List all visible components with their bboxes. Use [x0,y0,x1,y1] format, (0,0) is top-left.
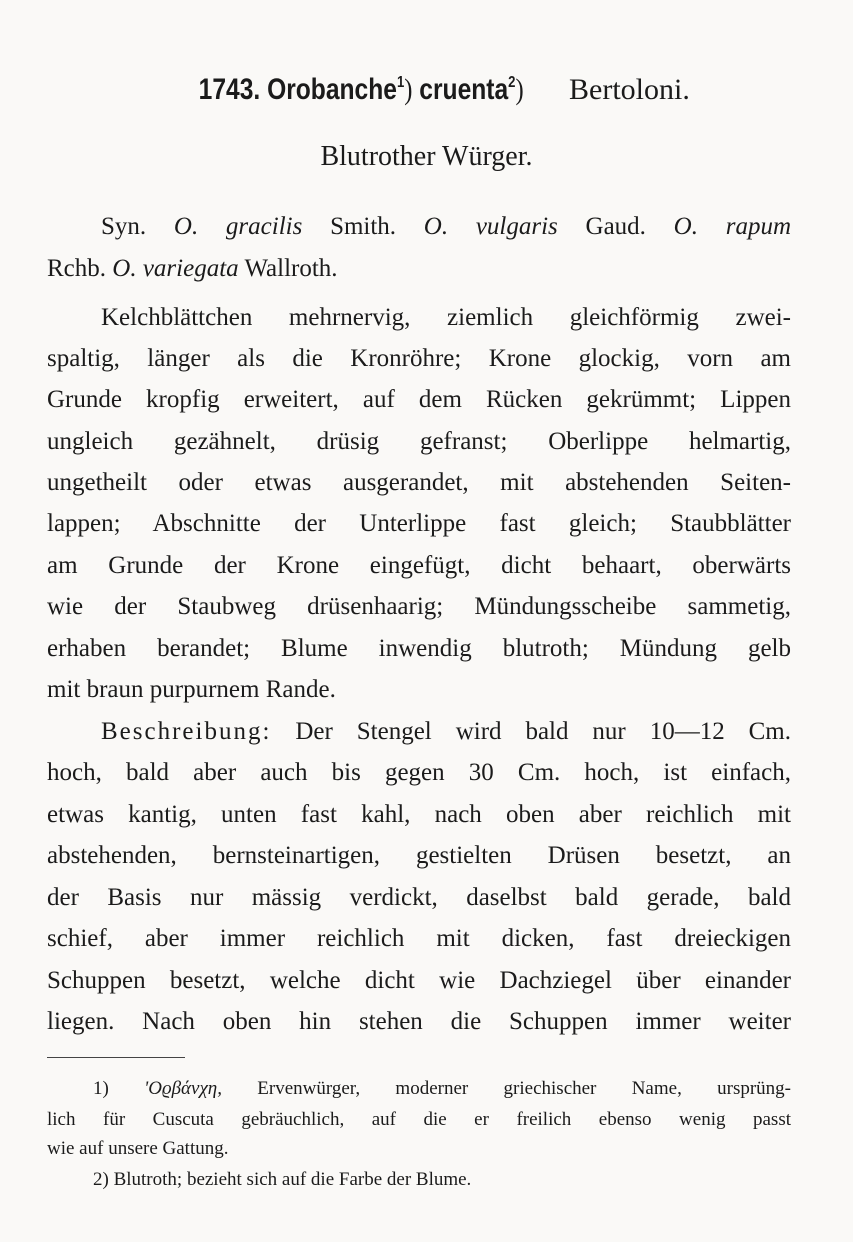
paragraph-1-line: erhaben berandet; Blume inwendig blutroth; Mündung gelb [47,635,791,662]
paragraph-2-line: der Basis nur mässig verdickt, daselbst bald gerade, bald [47,884,791,911]
footnote-divider [47,1057,185,1058]
paragraph-2-line: abstehenden, bernsteinartigen, gestielten Drüsen besetzt, an [47,842,791,869]
common-name: Blutrother Würger. [320,141,533,172]
paragraph-1-line: am Grunde der Krone eingefügt, dicht behaart, oberwärts [47,552,791,579]
paragraph-1-line: lappen; Abschnitte der Unterlippe fast gleich; Staubblätter [47,510,791,537]
paragraph-1-line: wie der Staubweg drüsenhaarig; Mündungsscheibe sammetig, [47,593,791,620]
paragraph-2-line: hoch, bald aber auch bis gegen 30 Cm. hoch, ist einfach, [47,759,791,786]
paragraph-2-line: Schuppen besetzt, welche dicht wie Dachziegel über einander [47,967,791,994]
paragraph-1-line: spaltig, länger als die Kronröhre; Krone glockig, vorn am [47,345,791,372]
species-number: 1743. [198,73,261,106]
description-label: Beschreibung: [101,718,272,745]
footnote-2: 2) Blutroth; bezieht sich auf die Farbe der Blume. [93,1169,472,1190]
paragraph-2-line: liegen. Nach oben hin stehen die Schuppen immer weiter [47,1008,791,1035]
paragraph-1-line: ungleich gezähnelt, drüsig gefranst; Oberlippe helmartig, [47,428,791,455]
footnote-1-line-3: wie auf unsere Gattung. [47,1138,229,1159]
paragraph-1-line: Kelchblättchen mehrnervig, ziemlich gleichförmig zwei- [101,304,791,331]
paragraph-1-line: Grunde kropfig erweitert, auf dem Rücken gekrümmt; Lippen [47,386,791,413]
paragraph-2-line: etwas kantig, unten fast kahl, nach oben aber reichlich mit [47,801,791,828]
paragraph-2-line: schief, aber immer reichlich mit dicken, fast dreieckigen [47,925,791,952]
paragraph-1-line: mit braun purpurnem Rande. [47,676,336,703]
species-heading: 1743. Orobanche$^1$) cruenta$^2$) Bertoloni. [198,73,690,106]
author-name: Bertoloni. [569,73,690,106]
footnote-1-line-2: lich für Cuscuta gebräuchlich, auf die er freilich ebenso wenig passt [47,1109,791,1130]
footnote-ref-2: 2 [508,74,516,91]
synonyms-line-1: Syn. O. gracilis Smith. O. vulgaris Gaud. O. rapum [101,213,791,240]
paragraph-1-line: ungetheilt oder etwas ausgerandet, mit abstehenden Seiten- [47,469,791,496]
species-epithet: cruenta [419,73,509,106]
footnote-ref-1: 1 [397,74,405,91]
genus-name: Orobanche [267,73,398,106]
footnote-1-line-1: 1) 'Oϱβάνχη, Ervenwürger, moderner griechischer Name, ursprüng- [93,1078,792,1099]
synonyms-line-2: Rchb. O. variegata Wallroth. [47,255,338,282]
paragraph-2-first-line: Beschreibung: Der Stengel wird bald nur 10—12 Cm. [101,718,791,745]
